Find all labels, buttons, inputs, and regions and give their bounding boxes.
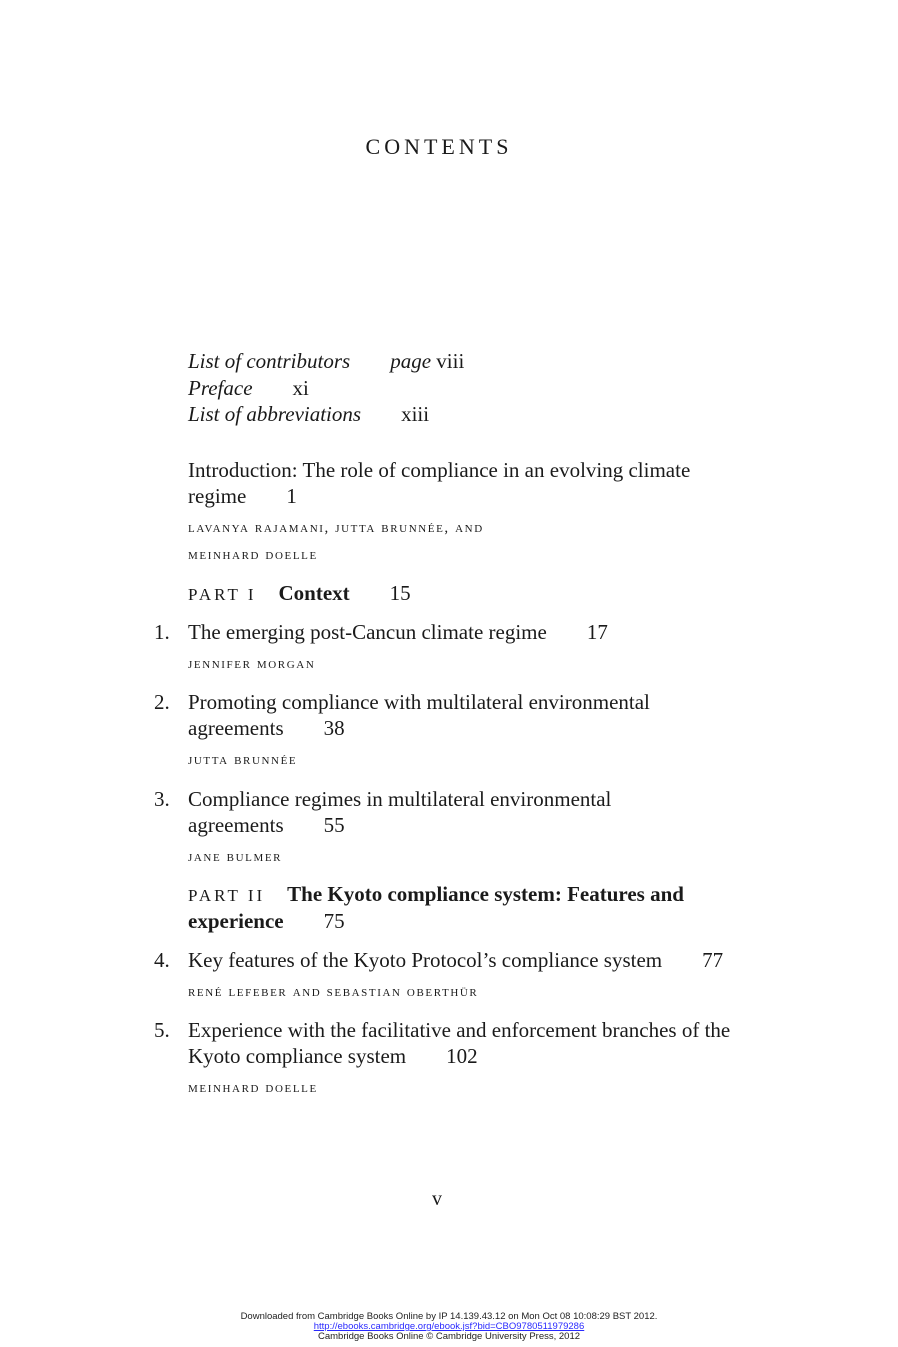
chapter-page: 102: [446, 1044, 478, 1068]
chapter-number: 5.: [154, 1018, 170, 1042]
page-title: CONTENTS: [365, 134, 513, 159]
part-page: 15: [389, 581, 411, 605]
chapter-title: Compliance regimes in multilateral environmental: [188, 787, 612, 811]
toc-entry-introduction-cont: [188, 483, 297, 509]
chapter-title: Promoting compliance with multilateral environmental: [188, 690, 650, 714]
part-label: PART II: [188, 886, 266, 905]
part-title: The Kyoto compliance system: Features and: [287, 882, 684, 906]
toc-chapter-5-cont: [188, 1043, 478, 1069]
toc-entry-contributors[interactable]: [188, 348, 464, 374]
toc-chapter-4[interactable]: [188, 947, 723, 973]
chapter-title: The emerging post-Cancun climate regime: [188, 620, 547, 644]
toc-part-2-cont: [188, 908, 345, 934]
toc-chapter-5[interactable]: [188, 1017, 730, 1043]
toc-entry-authors: lavanya rajamani, jutta brunnée, and: [188, 520, 484, 536]
chapter-number: 4.: [154, 948, 170, 972]
toc-entry-title: Introduction: The role of compliance in an evolving climate: [188, 458, 691, 482]
part-title-cont: experience: [188, 909, 284, 933]
toc-chapter-2[interactable]: [188, 689, 650, 715]
toc-entry-title: List of abbreviations: [188, 402, 362, 426]
page-prefix: page: [390, 349, 432, 373]
toc-part-1[interactable]: [188, 580, 411, 608]
chapter-number: 3.: [154, 787, 170, 811]
copyright-notice: Cambridge Books Online © Cambridge University Press, 2012: [317, 1331, 581, 1342]
toc-entry-title-cont: regime: [188, 484, 247, 508]
chapter-author: rené lefeber and sebastian oberthür: [188, 984, 479, 1000]
chapter-page: 17: [586, 620, 608, 644]
chapter-page: 77: [702, 948, 724, 972]
toc-part-2[interactable]: [188, 881, 684, 909]
toc-entry-page: viii: [436, 349, 465, 373]
toc-entry-title: Preface: [188, 376, 253, 400]
toc-entry-page: xi: [292, 376, 309, 400]
chapter-title-cont: agreements: [188, 716, 284, 740]
download-notice: Downloaded from Cambridge Books Online by IP 14.139.43.12 on Mon Oct 08 10:08:29 BST 2012.: [240, 1311, 658, 1322]
toc-chapter-2-cont: [188, 715, 345, 741]
chapter-author: jennifer morgan: [188, 656, 316, 672]
chapter-page: 55: [323, 813, 345, 837]
chapter-title: Key features of the Kyoto Protocol’s compliance system: [188, 948, 663, 972]
chapter-title: Experience with the facilitative and enforcement branches of the: [188, 1018, 731, 1042]
chapter-number: 1.: [154, 620, 170, 644]
page-number: v: [432, 1188, 442, 1210]
toc-chapter-1[interactable]: [188, 619, 608, 645]
toc-entry-page: 1: [286, 484, 297, 508]
toc-entry-title: List of contributors: [188, 349, 351, 373]
toc-entry-introduction[interactable]: [188, 457, 690, 483]
part-title: Context: [278, 581, 350, 605]
part-page: 75: [323, 909, 345, 933]
toc-entry-abbreviations[interactable]: [188, 401, 429, 427]
chapter-title-cont: agreements: [188, 813, 284, 837]
chapter-author: jutta brunnée: [188, 752, 298, 768]
chapter-author: jane bulmer: [188, 849, 283, 865]
chapter-page: 38: [323, 716, 345, 740]
source-link[interactable]: http://ebooks.cambridge.org/ebook.jsf?bid=CBO9780511979286: [313, 1321, 585, 1332]
toc-chapter-3-cont: [188, 812, 345, 838]
toc-entry-page: xiii: [401, 402, 430, 426]
chapter-title-cont: Kyoto compliance system: [188, 1044, 407, 1068]
chapter-number: 2.: [154, 690, 170, 714]
part-label: PART I: [188, 585, 257, 604]
toc-chapter-3[interactable]: [188, 786, 611, 812]
chapter-author: meinhard doelle: [188, 1080, 318, 1096]
toc-entry-preface[interactable]: [188, 375, 309, 401]
toc-entry-authors-cont: meinhard doelle: [188, 547, 318, 563]
